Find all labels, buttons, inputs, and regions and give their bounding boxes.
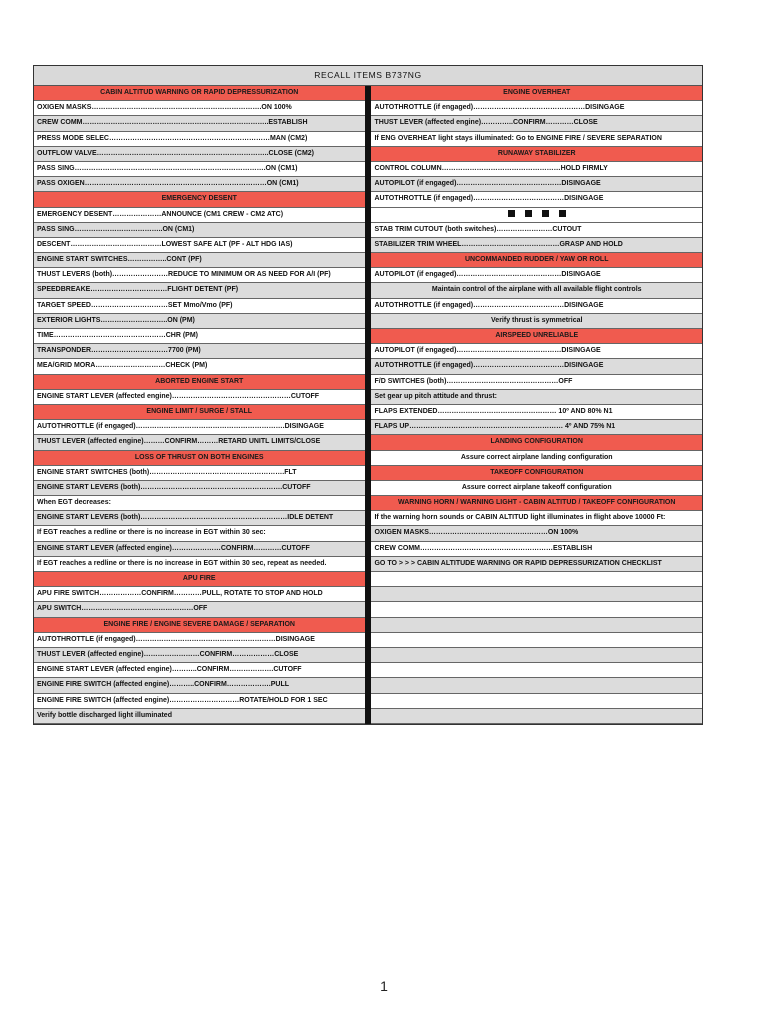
section-header: WARNING HORN / WARNING LIGHT - CABIN ALTITUD / TAKEOFF CONFIGURATION [371, 496, 702, 511]
section-header: RUNAWAY STABILIZER [371, 147, 702, 162]
checklist-row: FLAPS EXTENDED…………………………………………… 10º AND 80% N1 [371, 405, 702, 420]
checklist-row [371, 587, 702, 602]
square-marker-icon [542, 210, 549, 217]
checklist-row: PASS SING………………………………..ON (CM1) [34, 223, 365, 238]
checklist-row [371, 572, 702, 587]
checklist-row: If EGT reaches a redline or there is no increase in EGT within 30 sec, repeat as needed. [34, 557, 365, 572]
checklist-row [371, 663, 702, 678]
checklist-row: AUTOTHROTTLE (if engaged)……………………………………………………DISINGAGE [34, 633, 365, 648]
checklist-row: If ENG OVERHEAT light stays illuminated: Go to ENGINE FIRE / SEVERE SEPARATION [371, 132, 702, 147]
checklist-row: APU FIRE SWITCH………………CONFIRM…………PULL, ROTATE TO STOP AND HOLD [34, 587, 365, 602]
checklist-note: Assure correct airplane takeoff configuration [371, 481, 702, 496]
checklist-row: ENGINE START SWITCHES……………..CONT (PF) [34, 253, 365, 268]
section-header: ENGINE OVERHEAT [371, 86, 702, 101]
separator-squares-row [371, 208, 702, 223]
section-header: ENGINE FIRE / ENGINE SEVERE DAMAGE / SEPARATION [34, 618, 365, 633]
checklist-row: ENGINE START LEVER (affected engine)……………………………………………CUTOFF [34, 390, 365, 405]
square-marker-icon [559, 210, 566, 217]
checklist-row: THUST LEVER (affected engine)………CONFIRM………RETARD UNITL LIMITS/CLOSE [34, 435, 365, 450]
checklist-row: DESCENT…………………………………LOWEST SAFE ALT (PF - ALT HDG IAS) [34, 238, 365, 253]
checklist-row [371, 694, 702, 709]
checklist-columns [34, 86, 702, 724]
checklist-row [371, 678, 702, 693]
checklist-row: AUTOPILOT (if engaged)………………………………………DISINGAGE [371, 344, 702, 359]
checklist-row: CONTROL COLUMN……………………………………………HOLD FIRMLY [371, 162, 702, 177]
checklist-row: AUTOTHROTTLE (if engaged)…………………………………DISINGAGE [371, 192, 702, 207]
checklist-row: APU SWITCH…………………………………………OFF [34, 602, 365, 617]
checklist-row: Set gear up pitch attitude and thrust: [371, 390, 702, 405]
checklist-row: EXTERIOR LIGHTS………………………..ON (PM) [34, 314, 365, 329]
checklist-row: F/D SWITCHES (both)…………………………………………OFF [371, 375, 702, 390]
section-header: ABORTED ENGINE START [34, 375, 365, 390]
checklist-row: ENGINE START LEVERS (both)…………………………………………………….CUTOFF [34, 481, 365, 496]
checklist-row: TRANSPONDER……………………………7700 (PM) [34, 344, 365, 359]
checklist-row: PASS OXIGEN……………………………………………………………………ON (CM1) [34, 177, 365, 192]
checklist-row: AUTOPILOT (if engaged)………………………………………DISINGAGE [371, 268, 702, 283]
checklist-row: ENGINE FIRE SWITCH (affected engine)…………………………ROTATE/HOLD FOR 1 SEC [34, 694, 365, 709]
page-number: 1 [380, 978, 388, 994]
checklist-row [371, 602, 702, 617]
section-header: TAKEOFF CONFIGURATION [371, 466, 702, 481]
square-marker-icon [508, 210, 515, 217]
checklist-row: Verify bottle discharged light illuminated [34, 709, 365, 724]
checklist-note: Maintain control of the airplane with all available flight controls [371, 283, 702, 298]
right-column [371, 86, 702, 724]
checklist-title: RECALL ITEMS B737NG [34, 66, 702, 86]
section-header: UNCOMMANDED RUDDER / YAW OR ROLL [371, 253, 702, 268]
section-header: LOSS OF THRUST ON BOTH ENGINES [34, 451, 365, 466]
section-header: LANDING CONFIGURATION [371, 435, 702, 450]
checklist-row: AUTOPILOT (if engaged)………………………………………DISINGAGE [371, 177, 702, 192]
checklist-row: AUTOTHROTTLE (if engaged)…………………………………DISINGAGE [371, 359, 702, 374]
checklist-row: OXIGEN MASKS……………………………………………ON 100% [371, 526, 702, 541]
section-header: EMERGENCY DESENT [34, 192, 365, 207]
checklist-row: THUST LEVER (affected engine)……………………CONFIRM………………CLOSE [34, 648, 365, 663]
column-divider [365, 86, 372, 724]
checklist-row: TARGET SPEED……………………………SET Mmo/Vmo (PF) [34, 299, 365, 314]
checklist-row: ENGINE FIRE SWITCH (affected engine)………..CONFIRM……………….PULL [34, 678, 365, 693]
checklist-row: AUTOTHROTTLE (if engaged)…………………………………DISINGAGE [371, 299, 702, 314]
checklist-row [371, 618, 702, 633]
checklist-row: STAB TRIM CUTOUT (both switches)……………………CUTOUT [371, 223, 702, 238]
checklist-row: When EGT decreases: [34, 496, 365, 511]
checklist-row: CREW COMM……………………………………………………………………..ESTABLISH [34, 116, 365, 131]
checklist-row: If the warning horn sounds or CABIN ALTITUD light illuminates in flight above 10000 Ft: [371, 511, 702, 526]
checklist-row [371, 648, 702, 663]
checklist-row: AUTOTHROTTLE (if engaged)……………………………………………………….DISINGAGE [34, 420, 365, 435]
checklist-row: MEA/GRID MORA…………………………CHECK (PM) [34, 359, 365, 374]
checklist-row: CREW COMM…………………………………………………ESTABLISH [371, 542, 702, 557]
section-header: CABIN ALTITUD WARNING OR RAPID DEPRESSURIZATION [34, 86, 365, 101]
checklist-row [371, 633, 702, 648]
checklist-row: AUTOTHROTTLE (if engaged)…………………………………………DISINGAGE [371, 101, 702, 116]
section-header: APU FIRE [34, 572, 365, 587]
checklist-row: THUST LEVER (affected engine)…………..CONFIRM…………CLOSE [371, 116, 702, 131]
checklist-row: EMERGENCY DESENT…………………ANNOUNCE (CM1 CREW - CM2 ATC) [34, 208, 365, 223]
checklist-row: TIME…………………………………………CHR (PM) [34, 329, 365, 344]
checklist-row: SPEEDBREAKE……………………………FLIGHT DETENT (PF) [34, 283, 365, 298]
checklist-row: STABILIZER TRIM WHEEL……………………………………GRASP AND HOLD [371, 238, 702, 253]
section-header: ENGINE LIMIT / SURGE / STALL [34, 405, 365, 420]
checklist-row: PRESS MODE SELEC……………………………………………………………MAN (CM2) [34, 132, 365, 147]
checklist-row: ENGINE START LEVER (affected engine)…………………CONFIRM…………CUTOFF [34, 542, 365, 557]
checklist-row: THUST LEVERS (both)……………………REDUCE TO MINIMUM OR AS NEED FOR A/I (PF) [34, 268, 365, 283]
checklist-note: Assure correct airplane landing configuration [371, 451, 702, 466]
checklist-note: Verify thrust is symmetrical [371, 314, 702, 329]
checklist-row: GO TO > > > CABIN ALTITUDE WARNING OR RAPID DEPRESSURIZATION CHECKLIST [371, 557, 702, 572]
checklist-row: OUTFLOW VALVE………………………………………………………………..CLOSE (CM2) [34, 147, 365, 162]
checklist-row: FLAPS UP………………………………………………………… 4º AND 75% N1 [371, 420, 702, 435]
checklist-row: PASS SING……………………………………………………………………….ON (CM1) [34, 162, 365, 177]
section-header: AIRSPEED UNRELIABLE [371, 329, 702, 344]
square-marker-icon [525, 210, 532, 217]
checklist-row: ENGINE START LEVERS (both)………………………………………………………IDLE DETENT [34, 511, 365, 526]
checklist-sheet [33, 65, 703, 725]
left-column [34, 86, 365, 724]
checklist-row: If EGT reaches a redline or there is no increase in EGT within 30 sec: [34, 526, 365, 541]
checklist-row: ENGINE START SWITCHES (both)………………………………………………….FLT [34, 466, 365, 481]
checklist-row: OXIGEN MASKS……………………………………………………………….ON 100% [34, 101, 365, 116]
checklist-row [371, 709, 702, 724]
checklist-row: ENGINE START LEVER (affected engine)………..CONFIRM……………….CUTOFF [34, 663, 365, 678]
